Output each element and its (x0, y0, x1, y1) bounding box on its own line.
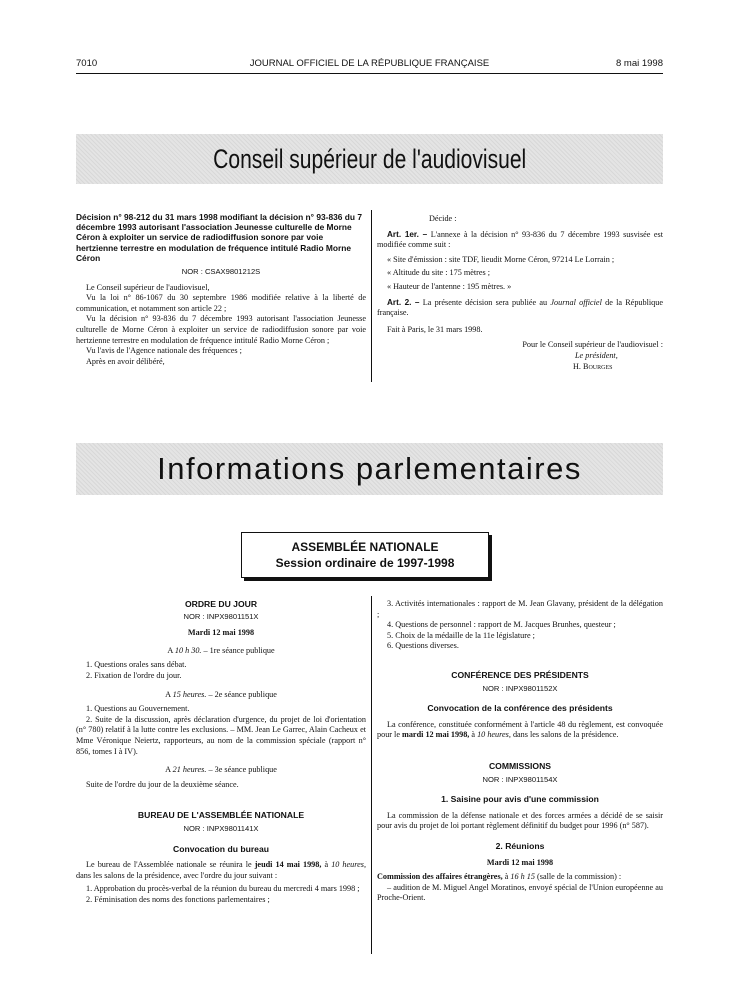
signature-role: Le président, (575, 350, 618, 360)
bureau-p1-time: 10 heures, (331, 860, 367, 870)
s2-time: 15 heures. (172, 689, 207, 699)
conference-b: à (471, 730, 476, 740)
right-column (377, 599, 663, 904)
decision-para: Vu la décision n° 93-836 du 7 décembre 1993 autorisant l'association Jeunesse culturelle de Morne Céron à exploiter un service de radiodiffusion sonore par voie hertzienne terrestre en modulation de fréquence intitulé Radio Morne Céron ; (76, 314, 366, 345)
column-divider (371, 210, 372, 382)
signature-for: Pour le Conseil supérieur de l'audiovisuel : (522, 340, 663, 350)
commissions-title: COMMISSIONS (488, 760, 552, 771)
bureau-p1-c: dans les salons de la présidence, avec l'ordre du jour suivant : (76, 870, 278, 880)
s2-label: – 2e séance publique (208, 689, 277, 699)
bureau-title: BUREAU DE L'ASSEMBLÉE NATIONALE (137, 810, 305, 821)
left-column (76, 599, 366, 905)
article-1-text: L'annexe à la décision n° 93-836 du 7 décembre 1993 susvisée est modifiée comme suit : (377, 229, 663, 250)
journal-title: JOURNAL OFFICIEL DE LA RÉPUBLIQUE FRANÇAISE (249, 58, 490, 69)
quote-altitude: « Altitude du site : 175 mètres ; (387, 268, 491, 278)
bureau-item: 6. Questions diverses. (387, 641, 459, 651)
decision-para: Après en avoir délibéré, (86, 356, 165, 366)
bureau-subtitle: Convocation du bureau (173, 843, 269, 854)
signature-date: Fait à Paris, le 31 mars 1998. (387, 324, 483, 334)
s3-label: – 3e séance publique (208, 765, 277, 775)
commissions-sub2: 2. Réunions (495, 840, 545, 851)
page-number: 7010 (76, 58, 98, 69)
conference-a: La conférence, constituée conformément à l'article 48 du règlement, est convoquée pour le (377, 719, 663, 740)
bureau-item: 2. Féminisation des noms des fonctions parlementaires ; (86, 894, 270, 904)
bureau-item: 3. Activités internationales : rapport de M. Jean Glavany, président de la délégation ; (377, 599, 663, 619)
commission-name: Commission des affaires étrangères, (377, 872, 503, 882)
commission-b: (salle de la commission) : (537, 872, 622, 882)
conference-date: mardi 12 mai 1998, (402, 730, 470, 740)
bureau-p1-date: jeudi 14 mai 1998, (254, 860, 322, 870)
ordre-du-jour-date: Mardi 12 mai 1998 (187, 628, 255, 638)
bureau-item: 4. Questions de personnel : rapport de M. Jacques Brunhes, questeur ; (387, 620, 616, 630)
commissions-p1: La commission de la défense nationale et des forces armées a décidé de se saisir pour avis du projet de loi portant règlement définitif du budget pour 1996 (n° 587). (377, 810, 663, 831)
decision-para: Vu la loi n° 86-1067 du 30 septembre 1986 modifiée relative à la liberté de communication, et notamment son article 22 ; (76, 293, 366, 313)
assemblee-nationale-box (241, 532, 489, 578)
info-parlementaires-banner (76, 443, 663, 495)
column-divider (371, 596, 372, 954)
decision-para: Vu l'avis de l'Agence nationale des fréquences ; (86, 346, 242, 356)
csa-banner (76, 134, 663, 184)
s3-a: A (165, 765, 171, 775)
page-header (76, 58, 663, 72)
info-banner-title: Informations parlementaires (157, 451, 582, 486)
s2-a: A (165, 689, 171, 699)
assemblee-title: ASSEMBLÉE NATIONALE (291, 540, 439, 554)
bureau-nor: NOR : INPX9801141X (183, 823, 259, 833)
s1-item: 1. Questions orales sans débat. (86, 660, 187, 670)
ordre-du-jour-title: ORDRE DU JOUR (184, 599, 258, 609)
decision-para: Le Conseil supérieur de l'audiovisuel, (86, 282, 210, 292)
conference-title: CONFÉRENCE DES PRÉSIDENTS (451, 669, 589, 680)
s2-item: 2. Suite de la discussion, après déclaration d'urgence, du projet de loi d'orientation (n° 780) relatif à la lutte contre les exclusions. – MM. Jean Le Garrec, Alain Cacheux et Mme Véronique Neiertz, rapporteurs, au nom de la commission spéciale (rapport n° 856, tomes I à IV). (76, 714, 366, 756)
s3-text: Suite de l'ordre du jour de la deuxième séance. (86, 779, 239, 789)
bureau-p1-a: Le bureau de l'Assemblée nationale se réunira le (86, 860, 252, 870)
commission-a: à (504, 872, 509, 882)
commissions-date: Mardi 12 mai 1998 (486, 857, 554, 867)
conference-subtitle: Convocation de la conférence des présidents (427, 703, 613, 714)
ordre-du-jour-nor: NOR : INPX9801151X (183, 611, 259, 621)
commission-item: – audition de M. Miguel Angel Moratinos, envoyé spécial de l'Union européenne au Proche-Orient. (377, 882, 663, 903)
article-1-label: Art. 1er. – (387, 229, 428, 239)
issue-date: 8 mai 1998 (615, 58, 663, 69)
decision-right-column (377, 214, 663, 372)
s1-label: – 1re séance publique (203, 645, 275, 655)
article-2-label: Art. 2. – (387, 297, 420, 307)
conference-time: 10 heures, (477, 730, 511, 740)
s2-item: 1. Questions au Gouvernement. (86, 704, 190, 714)
quote-height: « Hauteur de l'antenne : 195 mètres. » (387, 281, 512, 291)
commissions-sub1: 1. Saisine pour avis d'une commission (441, 794, 599, 805)
commission-time: 16 h 15 (510, 872, 535, 882)
quote-site: « Site d'émission : site TDF, lieudit Morne Céron, 97214 Le Lorrain ; (387, 254, 615, 264)
conference-c: dans les salons de la présidence. (512, 730, 619, 740)
decision-left-column (76, 212, 366, 367)
header-rule (76, 73, 663, 74)
bureau-item: 5. Choix de la médaille de la 11e législature ; (387, 630, 535, 640)
s1-time: 10 h 30. (174, 645, 202, 655)
s1-item: 2. Fixation de l'ordre du jour. (86, 670, 182, 680)
s3-time: 21 heures. (172, 765, 207, 775)
decision-nor: NOR : CSAX9801212S (181, 267, 261, 277)
assemblee-session: Session ordinaire de 1997-1998 (275, 556, 455, 570)
signature-name: H. Bourges (573, 361, 613, 371)
article-2-journal: Journal officiel (550, 297, 602, 307)
decide-label: Décide : (429, 214, 457, 223)
bureau-item: 1. Approbation du procès-verbal de la réunion du bureau du mercredi 4 mars 1998 ; (86, 884, 360, 894)
csa-banner-title: Conseil supérieur de l'audiovisuel (212, 143, 527, 174)
s1-a: A (167, 645, 173, 655)
article-2-text: La présente décision sera publiée au (422, 297, 548, 307)
commissions-nor: NOR : INPX9801154X (482, 774, 558, 784)
bureau-p1-b: à (324, 860, 329, 870)
conference-nor: NOR : INPX9801152X (482, 683, 558, 693)
decision-title: Décision n° 98-212 du 31 mars 1998 modifiant la décision n° 93-836 du 7 décembre 1993 autorisant l'association Jeunesse culturelle de Morne Céron à exploiter un service de radiodiffusion sonore par voie hertzienne terrestre en modulation de fréquence intitulé Radio Morne Céron (76, 212, 362, 263)
article-2-end: de la République française. (377, 297, 663, 318)
